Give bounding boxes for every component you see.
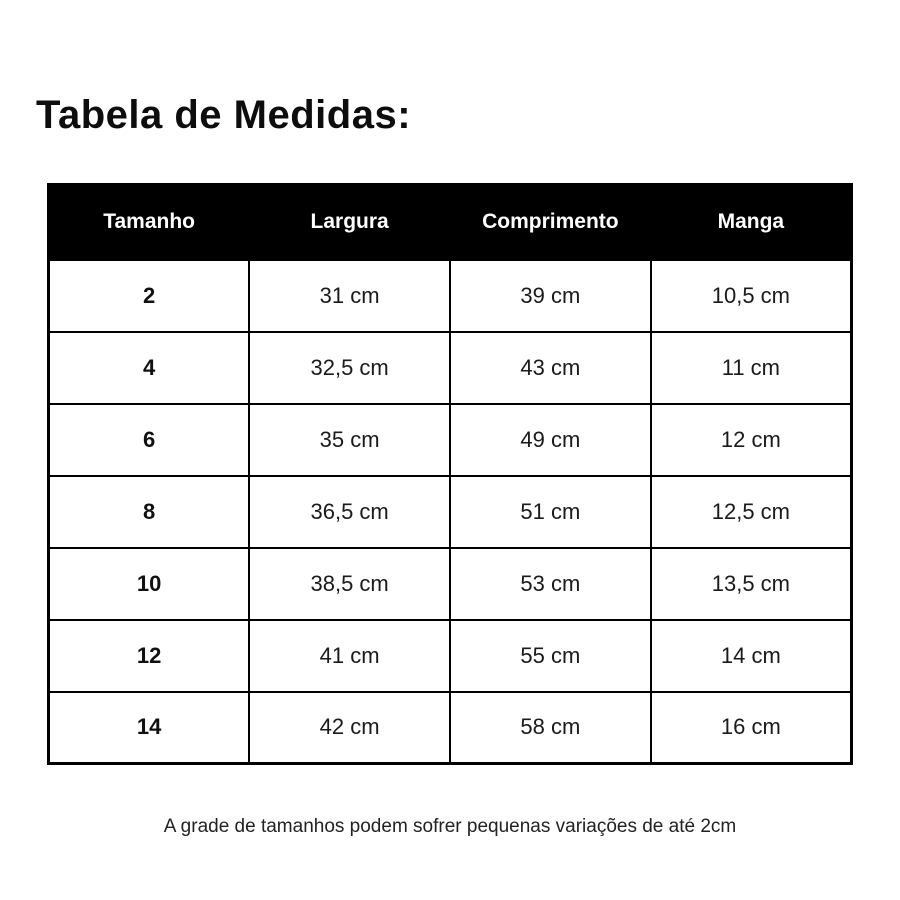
cell-largura: 41 cm xyxy=(249,620,450,692)
cell-manga: 13,5 cm xyxy=(651,548,852,620)
cell-manga: 10,5 cm xyxy=(651,260,852,332)
cell-manga: 12,5 cm xyxy=(651,476,852,548)
cell-comprimento: 58 cm xyxy=(450,692,651,764)
cell-size: 6 xyxy=(49,404,250,476)
size-table-body xyxy=(49,260,852,764)
cell-size: 10 xyxy=(49,548,250,620)
table-row-size-6 xyxy=(49,404,852,476)
cell-comprimento: 43 cm xyxy=(450,332,651,404)
cell-comprimento: 39 cm xyxy=(450,260,651,332)
cell-size: 14 xyxy=(49,692,250,764)
table-row-size-12 xyxy=(49,620,852,692)
cell-largura: 38,5 cm xyxy=(249,548,450,620)
cell-size: 8 xyxy=(49,476,250,548)
cell-largura: 32,5 cm xyxy=(249,332,450,404)
cell-manga: 16 cm xyxy=(651,692,852,764)
cell-size: 4 xyxy=(49,332,250,404)
header-cell-manga: Manga xyxy=(651,185,852,260)
size-table-head xyxy=(49,185,852,260)
table-row-size-8 xyxy=(49,476,852,548)
cell-comprimento: 53 cm xyxy=(450,548,651,620)
cell-size: 12 xyxy=(49,620,250,692)
table-row-size-2 xyxy=(49,260,852,332)
table-row-size-10 xyxy=(49,548,852,620)
cell-largura: 36,5 cm xyxy=(249,476,450,548)
header-row xyxy=(49,185,852,260)
table-row-size-4 xyxy=(49,332,852,404)
cell-manga: 11 cm xyxy=(651,332,852,404)
cell-largura: 42 cm xyxy=(249,692,450,764)
cell-comprimento: 49 cm xyxy=(450,404,651,476)
cell-comprimento: 51 cm xyxy=(450,476,651,548)
header-cell-largura: Largura xyxy=(249,185,450,260)
header-cell-comprimento: Comprimento xyxy=(450,185,651,260)
cell-largura: 35 cm xyxy=(249,404,450,476)
cell-largura: 31 cm xyxy=(249,260,450,332)
table-row-size-14 xyxy=(49,692,852,764)
cell-size: 2 xyxy=(49,260,250,332)
size-variation-note: A grade de tamanhos podem sofrer pequenas variações de até 2cm xyxy=(163,816,737,837)
cell-comprimento: 55 cm xyxy=(450,620,651,692)
header-cell-tamanho: Tamanho xyxy=(49,185,250,260)
page-title: Tabela de Medidas: xyxy=(36,93,412,137)
cell-manga: 12 cm xyxy=(651,404,852,476)
size-table xyxy=(47,183,853,765)
cell-manga: 14 cm xyxy=(651,620,852,692)
